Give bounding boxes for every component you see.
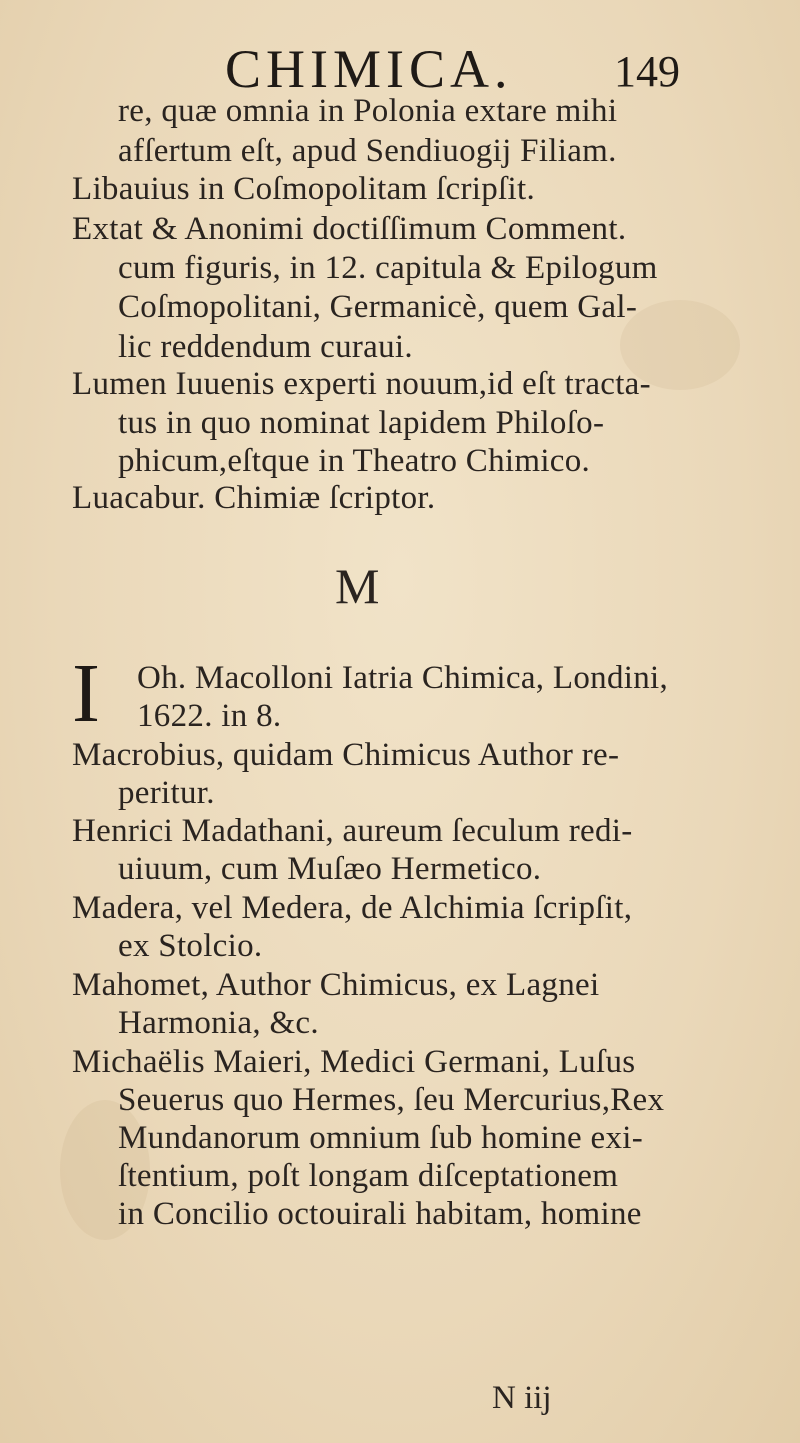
text-line: Libauius in Coſmopolitam ſcripſit. (72, 171, 535, 207)
text-line: 1622. in 8. (137, 698, 282, 734)
drop-cap: I (72, 647, 100, 740)
text-line: Extat & Anonimi doctiſſimum Comment. (72, 211, 627, 247)
page-number: 149 (614, 47, 680, 96)
text-line: Mundanorum omnium ſub homine exi- (118, 1120, 644, 1156)
text-line: Henrici Madathani, aureum ſeculum redi- (72, 813, 633, 849)
text-line: Madera, vel Medera, de Alchimia ſcripſit, (72, 890, 633, 926)
text-line: Harmonia, &c. (118, 1005, 319, 1041)
text-line: tus in quo nominat lapidem Philoſo- (118, 405, 605, 441)
text-line: Oh. Macolloni Iatria Chimica, Londini, (137, 660, 669, 696)
text-line: Macrobius, quidam Chimicus Author re- (72, 737, 620, 773)
page-title: CHIMICA. (225, 39, 513, 99)
text-line: Coſmopolitani, Germanicè, quem Gal- (118, 289, 638, 325)
text-line: afſertum eſt, apud Sendiuogij Filiam. (118, 133, 617, 169)
signature-mark: N iij (492, 1380, 552, 1416)
text-line: cum figuris, in 12. capitula & Epilogum (118, 250, 658, 286)
text-line: lic reddendum curaui. (118, 329, 413, 365)
text-line: Lumen Iuuenis experti nouum,id eſt tracta- (72, 366, 651, 402)
text-line: Luacabur. Chimiæ ſcriptor. (72, 480, 436, 516)
text-line: phicum,eſtque in Theatro Chimico. (118, 443, 591, 479)
text-line: re, quæ omnia in Polonia extare mihi (118, 93, 618, 129)
section-heading-letter: M (335, 558, 380, 614)
text-line: ex Stolcio. (118, 928, 263, 964)
running-head (0, 28, 800, 98)
text-line: Seuerus quo Hermes, ſeu Mercurius,Rex (118, 1082, 665, 1118)
text-line: Michaëlis Maieri, Medici Germani, Luſus (72, 1044, 636, 1080)
text-line: uiuum, cum Muſæo Hermetico. (118, 851, 542, 887)
text-line: Mahomet, Author Chimicus, ex Lagnei (72, 967, 600, 1003)
text-line: peritur. (118, 775, 215, 811)
text-line: in Concilio octouirali habitam, homine (118, 1196, 642, 1232)
text-line: ſtentium, poſt longam diſceptationem (118, 1158, 619, 1194)
